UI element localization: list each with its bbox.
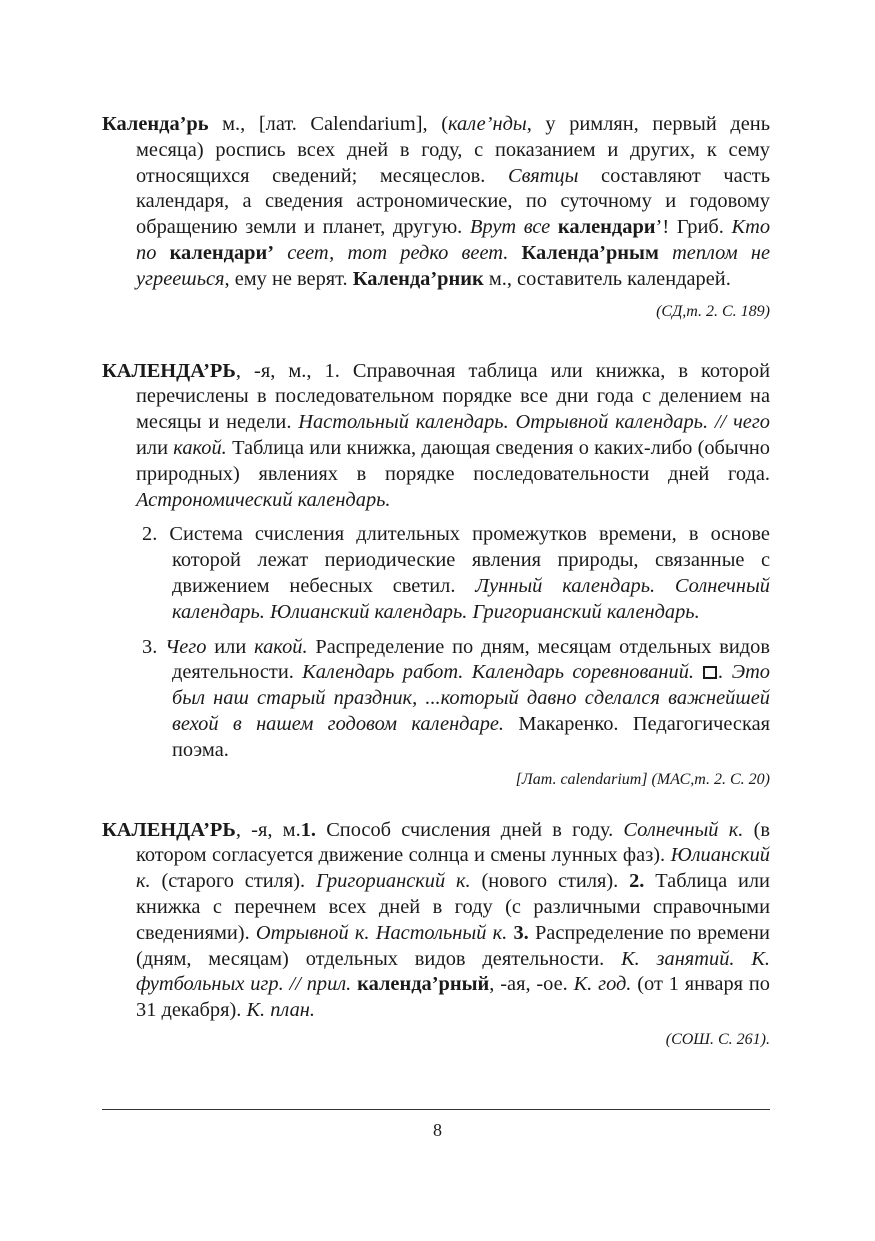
example-text: Кто по <box>136 216 771 264</box>
example-text: К. план. <box>246 999 315 1022</box>
example-text: Врут все <box>469 216 558 239</box>
headword-text: календари <box>557 216 656 239</box>
headword-text: 2. <box>629 870 645 893</box>
example-text: Астрономический календарь. <box>136 488 391 511</box>
example-text: К. год. <box>573 973 632 996</box>
example-text: Юлианский к. <box>136 844 770 893</box>
example-text: Григорианский к. <box>315 870 471 893</box>
example-text: Отрывной к. Настольный к. <box>255 921 508 944</box>
dictionary-entry <box>102 112 770 323</box>
example-text: Солнечный к. <box>623 818 744 841</box>
entry-source: [Лат. calendarium] (МАС,т. 2. С. 20) <box>515 770 770 788</box>
headword-text: Календа’рным <box>521 241 659 264</box>
footer-rule <box>102 1109 770 1110</box>
headword-text: 1. <box>300 818 316 841</box>
example-text: Настольный календарь. Отрывной календарь. // чего <box>298 411 770 434</box>
dictionary-entry <box>102 359 770 791</box>
entry-sense: 3. Чего или какой. Распределение по дням, месяцам отдельных видов деятельности. Календарь работ. Календарь соревнований. . Это был наш старый праздник, ...который давно сделался важнейшей вехой в нашем годовом календаре. Макаренко. Педагогическая поэма. <box>142 635 771 761</box>
entry-sense: 2. Система счисления длительных промежутков времени, в основе которой лежат периодические явления природы, связанные с движением небесных светил. Лунный календарь. Солнечный календарь. Юлианский календарь. Григорианский календарь. <box>142 523 770 623</box>
headword-text: Календа’рник <box>352 267 484 290</box>
square-marker-icon <box>703 666 717 679</box>
example-text: . Это был наш старый праздник, ...который давно сделался важнейшей вехой в нашем годовом календаре. <box>172 661 771 735</box>
entry-source: (СОШ. С. 261). <box>665 1030 770 1048</box>
example-text: теплом не угреешься <box>136 241 770 290</box>
example-text: какой. <box>173 436 227 459</box>
page-number: 8 <box>433 1120 442 1140</box>
headword-text: 3. <box>513 921 529 944</box>
headword-text: КАЛЕНДА’РЬ <box>102 359 236 382</box>
example-text: сеет, тот редко веет. <box>274 241 522 264</box>
entry-paragraph: КАЛЕНДА’РЬ, -я, м., 1. Справочная таблица или книжка, в которой перечислены в последовательном порядке все дни года с делением на месяцы и недели. Настольный календарь. Отрывной календарь. // чего или какой. Таблица или книжка, дающая сведения о каких-либо (обычно природных) явлениях в порядке последовательности дней года. Астрономический календарь. <box>102 359 770 511</box>
example-text: какой. <box>254 635 308 658</box>
headword-text: Календа’рь <box>102 113 209 135</box>
headword-text: календари’ <box>169 241 275 264</box>
example-text: Календарь работ. Календарь соревнований. <box>302 661 703 684</box>
dictionary-entry <box>102 818 770 1051</box>
headword-text: КАЛЕНДА’РЬ <box>102 818 236 841</box>
example-text: Святцы <box>508 164 579 187</box>
entry-paragraph: КАЛЕНДА’РЬ, -я, м.1. Способ счисления дней в году. Солнечный к. (в котором согласуется движение солнца и смены лунных фаз). Юлианский к. (старого стиля). Григорианский к. (нового стиля). 2. Таблица или книжка с перечнем всех дней в году (с различными справочными сведениями). Отрывной к. Настольный к. 3. Распределение по времени (дням, месяцам) отдельных видов деятельности. К. занятий. К. футбольных игр. // прил. календа’рный, -ая, -ое. К. год. (от 1 января по 31 декабря). К. план. <box>102 818 771 1022</box>
page-body <box>102 112 770 1051</box>
entry-source: (СД,т. 2. С. 189) <box>656 302 770 320</box>
example-text: кале’нды <box>448 113 527 135</box>
headword-text: календа’рный <box>357 973 490 996</box>
example-text: Лунный календарь. Солнечный календарь. Юлианский календарь. Григорианский календарь. <box>172 574 770 623</box>
example-text: Чего <box>165 635 207 658</box>
entry-paragraph: Календа’рь м., [лат. Calendarium], (кале’нды, у римлян, первый день месяца) роспись всех дней в году, с показанием и других, к сему относящихся сведений; месяцеслов. Святцы составляют часть календаря, а сведения астрономические, по суточному и годовому обращению земли и планет, другую. Врут все календари’! Гриб. Кто по календари’ сеет, тот редко веет. Календа’рным теплом не угреешься, ему не верят. Календа’рник м., составитель календарей. <box>102 113 771 290</box>
example-text: К. занятий. К. футбольных игр. // прил. <box>136 947 770 996</box>
